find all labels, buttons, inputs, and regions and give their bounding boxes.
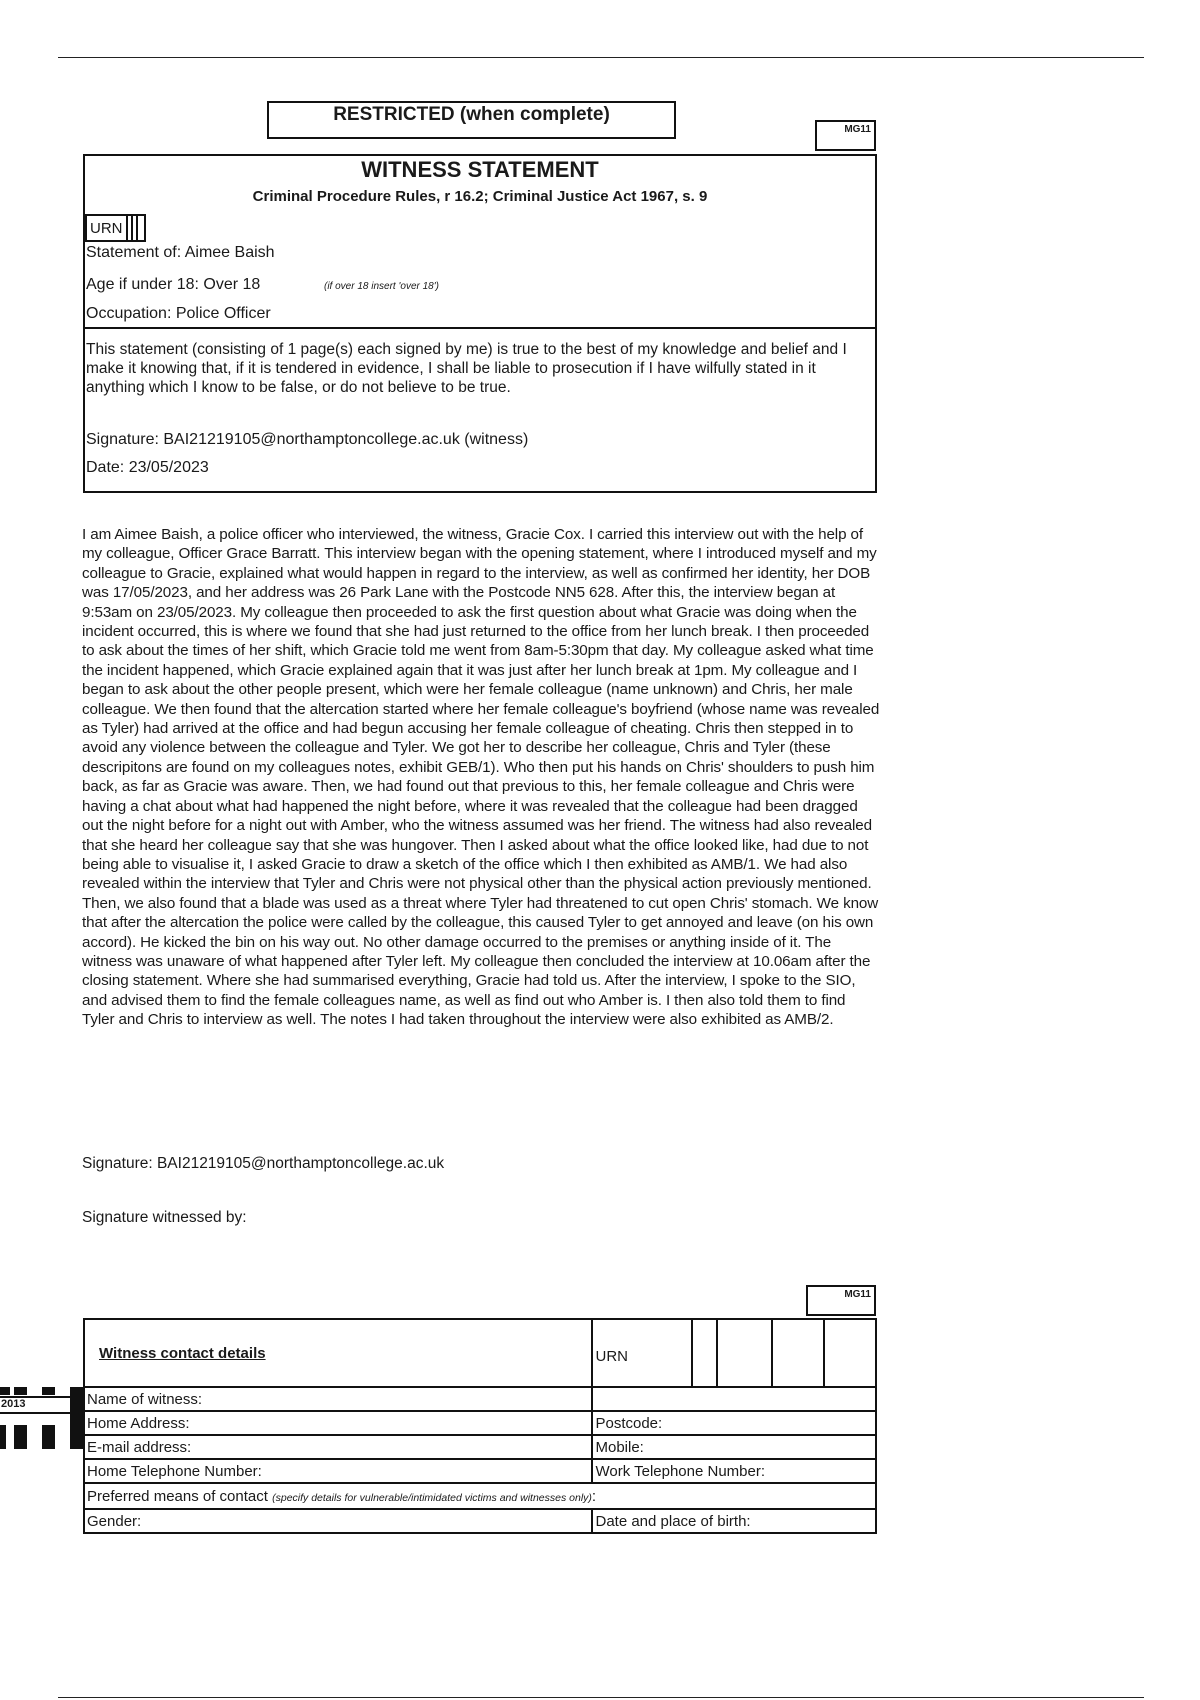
contact-heading: Witness contact details (99, 1344, 266, 1362)
home-address-label: Home Address: (84, 1411, 592, 1435)
page-subtitle: Criminal Procedure Rules, r 16.2; Criminal Justice Act 1967, s. 9 (252, 188, 708, 205)
margin-mark (14, 1387, 27, 1395)
name-of-witness-value (592, 1387, 876, 1411)
contact-row (84, 1411, 876, 1435)
margin-mark (0, 1387, 10, 1395)
age-field: Age if under 18: Over 18 (86, 276, 261, 293)
occupation-field: Occupation: Police Officer (86, 305, 271, 322)
contact-urn-cell (772, 1319, 824, 1387)
contact-urn-cell (717, 1319, 772, 1387)
margin-mark (14, 1425, 27, 1449)
top-rule (58, 57, 1144, 58)
contact-urn-cell (692, 1319, 717, 1387)
page-title: WITNESS STATEMENT (361, 157, 599, 182)
restricted-banner: RESTRICTED (when complete) (267, 101, 676, 139)
signature-witnessed-by: Signature witnessed by: (82, 1209, 247, 1226)
contact-urn-label: URN (592, 1319, 692, 1387)
contact-row (84, 1459, 876, 1483)
urn-box-divider (136, 216, 138, 240)
margin-year-box (0, 1396, 72, 1414)
contact-row (84, 1435, 876, 1459)
email-label: E-mail address: (84, 1435, 592, 1459)
declaration-text: This statement (consisting of 1 page(s) each signed by me) is true to the best of my knowledge and belief and I make it knowing that, if it is tendered in evidence, I shall be liable to prosecution if I have wilfully stated in it anything which I know to be false, or do not believe to be true. (86, 341, 847, 396)
margin-year: 2013 (1, 1398, 26, 1410)
contact-heading-row (84, 1319, 876, 1387)
contact-row (84, 1483, 876, 1509)
home-telephone-label: Home Telephone Number: (84, 1459, 592, 1483)
work-telephone-label: Work Telephone Number: (592, 1459, 876, 1483)
statement-of: Statement of: Aimee Baish (86, 244, 275, 261)
statement-body: I am Aimee Baish, a police officer who interviewed, the witness, Gracie Cox. I carried this interview out with the help of my colleague, Officer Grace Barratt. This interview began with the opening statement, where I introduced myself and my colleague to Gracie, explained what would happen in regard to the interview, as well as confirmed her identity, her DOB was 17/05/2023, and her address was 26 Park Lane with the Postcode NN5 628. After this, the interview began at 9:53am on 23/05/2023. My colleague then proceeded to ask the first question about what Gracie was doing when the incident occurred, this is where we found that she had just returned to the office from her lunch break. I then proceeded to ask about the times of her shift, which Gracie told me went from 8am-5:30pm that day. My colleague asked what time the incident happened, which Gracie explained again that it was just after her lunch break at 1pm. My colleague and I began to ask about the other people present, which were her female colleague (name unknown) and Chris, her male colleague. We then found that the altercation started where her female colleague's boyfriend (whose name was revealed as Tyler) had arrived at the office and had begun accusing her female colleague of cheating. Chris then stepped in to avoid any violence between the colleague and Tyler. We got her to describe her colleague, Chris and Tyler (these descripitons are found on my colleagues notes, exhibit GEB/1). Who then put his hands on Chris' shoulders to push him back, as far as Gracie was aware. Then, we had found out that previous to this, her female colleague and Chris were having a chat about what had happened the night before, where it was revealed that the colleague had been dragged out the night before for a night out with Amber, who the witness assumed was her friend. The witness had also revealed that she heard her colleague say that she was hungover. Then I asked about what the office looked like, had due to not being able to visualise it, I asked Gracie to draw a sketch of the office which I then exhibited as AMB/1. We had also revealed within the interview that Tyler and Chris were not physical other than the physical action previously mentioned. Then, we also found that a blade was used as a threat where Tyler had threatened to cut open Chris' stomach. We know that after the altercation the police were called by the colleague, this caused Tyler to get annoyed and leave (on his own accord). He kicked the bin on his way out. No other damage occurred to the premises or anything inside of it. The witness was unaware of what happened after Tyler left. My colleague then concluded the interview at 10.06am after the closing statement. Where she had summarised everything, Gracie had told us. After the interview, I spoke to the SIO, and advised them to find the female colleagues name, as well as find out who Amber is. I then also told them to find Tyler and Chris to interview as well. The notes I had taken throughout the interview were also exhibited as AMB/2. (82, 526, 880, 1029)
margin-mark (42, 1425, 55, 1449)
witness-contact-table (83, 1318, 877, 1534)
body-signature: Signature: BAI21219105@northamptoncollege.ac.uk (82, 1155, 445, 1172)
postcode-label: Postcode: (592, 1411, 876, 1435)
preferred-contact-colon: : (591, 1487, 597, 1505)
urn-box-divider (126, 216, 128, 240)
contact-urn-cell (824, 1319, 876, 1387)
contact-heading-cell (84, 1319, 592, 1387)
urn-box-divider (131, 216, 133, 240)
name-of-witness-label: Name of witness: (84, 1387, 592, 1411)
gender-label: Gender: (84, 1509, 592, 1533)
contact-row (84, 1509, 876, 1533)
bottom-rule (58, 1697, 1144, 1698)
urn-label: URN (90, 220, 123, 237)
date-place-of-birth-label: Date and place of birth: (592, 1509, 876, 1533)
preferred-contact-note: (specify details for vulnerable/intimidated victims and witnesses only) (272, 1491, 592, 1504)
form-code-bottom: MG11 (806, 1285, 876, 1316)
declaration-signature: Signature: BAI21219105@northamptoncollege.ac.uk (witness) (86, 431, 529, 448)
mobile-label: Mobile: (592, 1435, 876, 1459)
contact-row (84, 1387, 876, 1411)
age-note: (if over 18 insert 'over 18') (324, 281, 439, 292)
preferred-contact-cell (84, 1483, 876, 1509)
preferred-contact-label: Preferred means of contact (87, 1487, 268, 1505)
margin-mark (42, 1387, 55, 1395)
urn-field (85, 214, 146, 242)
margin-mark (0, 1425, 6, 1449)
declaration-date: Date: 23/05/2023 (86, 459, 209, 476)
form-code-top: MG11 (815, 120, 876, 151)
